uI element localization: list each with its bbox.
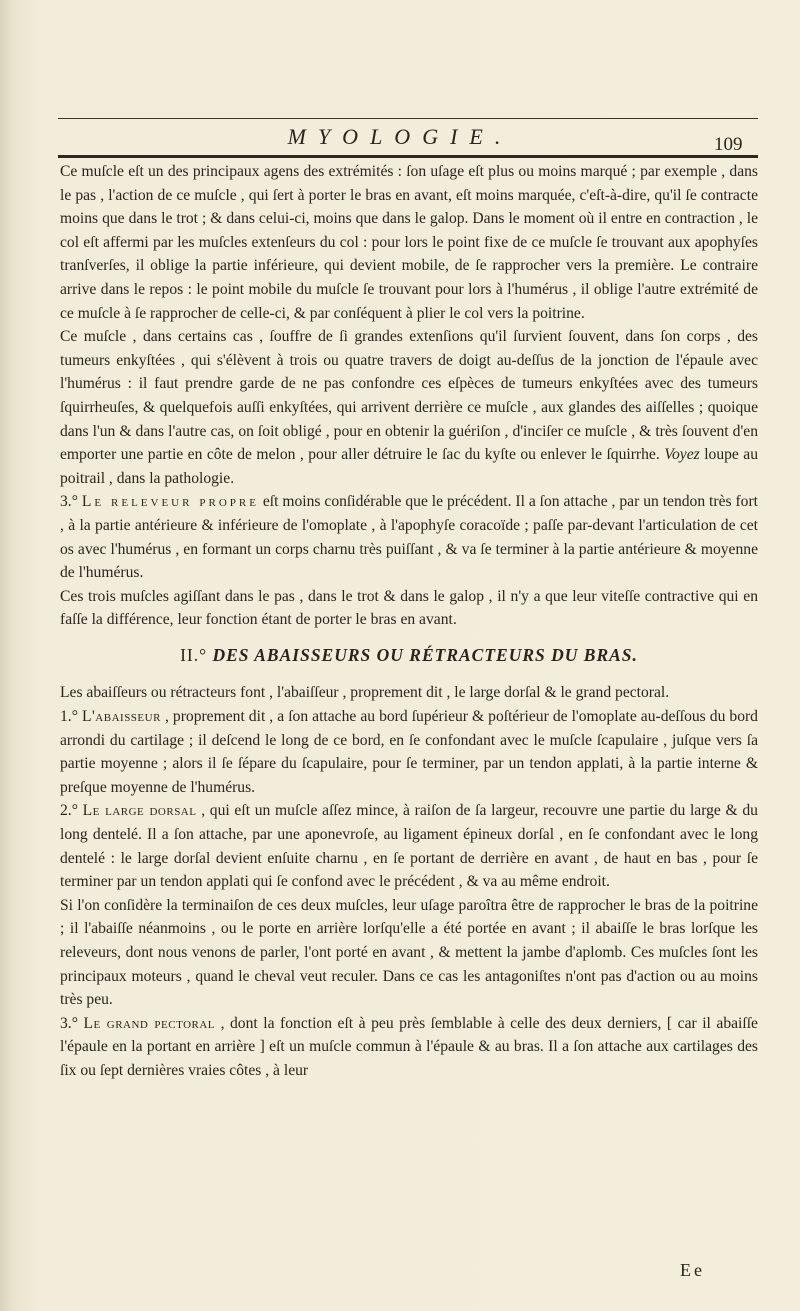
page-number: 109: [714, 134, 743, 155]
paragraph-3-text: eſt moins conſidérable que le précédent. Il a ſon attache , par un tendon très fort , à la partie antérieure & inférieure de l'omoplate , à l'apophyſe coracoïde ; paſſe par-devant l'articulation de cet os avec l'humérus , en formant un corps charnu très puiſſant , & va ſe terminer à la partie antérieure & moyenne de l'humérus.: [60, 493, 758, 582]
paragraph-1: Ce muſcle eſt un des principaux agens des extrémités : ſon uſage eſt plus ou moins marqué ; par exemple , dans le pas , l'action de ce muſcle , qui ſert à porter le bras en avant, eſt moins marquée, c'eſt-à-dire, qu'il ſe contracte moins que dans le trot ; & dans celui-ci, moins que dans le galop. Dans le moment où il entre en contraction , le col eſt affermi par les muſcles extenſeurs du col : pour lors le point fixe de ce muſcle ſe trouvant aux apophyſes tranſverſes, il oblige la partie inférieure, qui devient mobile, de ſe rapprocher vers la première. Le contraire arrive dans le repos : le point mobile du muſcle ſe trouvant pour lors à l'humérus , il oblige l'autre extrémité de ce muſcle à ſe rapprocher de celle-ci, & par conſéquent à plier le col vers la poitrine.: [60, 163, 758, 322]
section-number: II.°: [180, 644, 213, 665]
paragraph-2-text: Ce muſcle , dans certains cas , ſouffre de ſi grandes extenſions qu'il ſurvient ſouvent, dans ſon corps , des tumeurs enkyſtées , qui s'élèvent à trois ou quatre travers de doigt au-deſſus de la jonction de l'épaule avec l'humérus : il faut prendre garde de ne pas confondre ces eſpèces de tumeurs enkyſtées avec des tumeurs ſquirrheuſes, & quelquefois auſſi enkyſtées, qui arrivent derrière ce muſcle , aux glandes des aiſſelles ; quoique dans l'un & dans l'autre cas, on ſoit obligé , pour en obtenir la guériſon , d'inciſer ce muſcle , & très ſouvent d'en emporter une partie en côte de melon , pour aller détruire le ſac du kyſte ou enlever le ſquirrhe.: [60, 328, 758, 464]
item-number: 1.°: [60, 708, 82, 726]
paragraph-4: Ces trois muſcles agiſſant dans le pas , dans le trot & dans le galop , il n'y a que leur viteſſe contractive qui en faſſe la différence, leur fonction étant de porter le bras en avant.: [60, 587, 758, 629]
paragraph-9-text: , dont la fonction eſt à peu près ſemblable à celle des deux derniers, [ car il abaiſſe l'épaule en la portant en arrière ] eſt un muſcle commun à l'épaule & au bras. Il a ſon attache aux cartilages des ſix ou ſept dernières vraies côtes , à leur: [60, 1014, 758, 1079]
paragraph-6: [60, 705, 758, 799]
voyez-reference: Voyez: [664, 446, 700, 464]
item-number: 3.°: [60, 493, 82, 511]
paragraph-2: [60, 325, 758, 490]
section-heading: [60, 644, 758, 668]
paragraph-9: [60, 1012, 758, 1083]
muscle-name: L'abaisseur: [81, 708, 161, 726]
muscle-name: Le large dorsal: [82, 802, 197, 820]
paragraph-2-tail: loupe au poitrail , dans la pathologie.: [60, 446, 759, 487]
muscle-name: Le releveur propre: [81, 493, 259, 511]
body-text: [60, 160, 758, 1083]
paragraph-6-text: , proprement dit , a ſon attache au bord ſupérieur & poſtérieur de l'omoplate au-deſſous du bord arrondi du cartilage ; il deſcend le long de ce bord, en ſe confondant avec le muſcle ſcapulaire , juſque vers ſa partie moyenne ; alors il ſe ſépare du ſcapulaire, pour ſe terminer, par un tendon applati, à la partie interne & preſque moyenne de l'humérus.: [60, 708, 758, 796]
paragraph-7: [60, 799, 758, 893]
paragraph-3: [60, 490, 758, 584]
paragraph-7-text: , qui eſt un muſcle aſſez mince, à raiſon de ſa largeur, recouvre une partie du large & du long dentelé. Il a ſon attache, par une aponevroſe, au ligament épineux dorſal , en ſe confondant avec le long dentelé : le large dorſal devient enſuite charnu , en ſe portant de derrière en avant , de haut en bas , pour ſe terminer par un tendon applati qui ſe confond avec le précédent , & va au même endroit.: [60, 802, 758, 891]
header-rule-bottom: [58, 155, 758, 158]
paragraph-8: Si l'on conſidère la terminaiſon de ces deux muſcles, leur uſage paroîtra être de rapprocher le bras de la poitrine ; il l'abaiſſe néanmoins , ou le porte en arrière lorſqu'elle a été portée en avant ; il abaiſſe le bras lorſque les releveurs, dont nous venons de parler, l'ont porté en avant , & mettent la jambe d'aplomb. Ces muſcles ſont les principaux moteurs , quand le cheval veut reculer. Dans ce cas les antagoniſtes n'ont pas d'action ou au moins très peu.: [60, 896, 758, 1009]
section-title: DES ABAISSEURS OU RÉTRACTEURS DU BRAS.: [212, 644, 638, 665]
signature-mark: Ee: [680, 1260, 705, 1280]
paragraph-5: Les abaiſſeurs ou rétracteurs font , l'abaiſſeur , proprement dit , le large dorſal & le grand pectoral.: [60, 684, 670, 702]
running-title: MYOLOGIE.: [287, 124, 513, 149]
item-number: 3.°: [60, 1014, 84, 1032]
item-number: 2.°: [60, 802, 83, 820]
header-rule-top: [58, 118, 758, 119]
muscle-name: Le grand pectoral: [83, 1014, 216, 1032]
